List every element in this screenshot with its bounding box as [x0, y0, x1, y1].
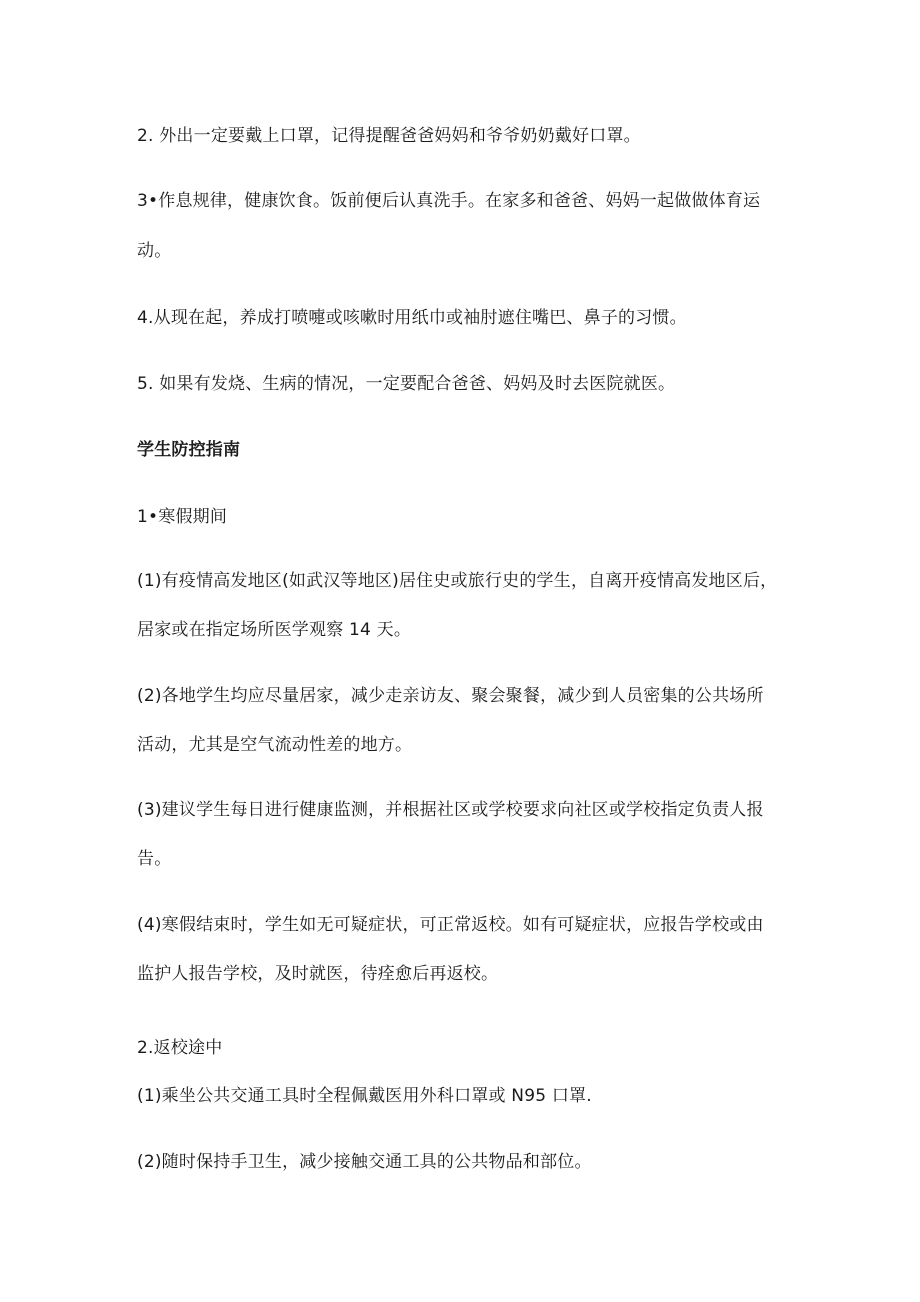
subsection-1-title: 1•寒假期间 — [137, 507, 228, 527]
item-1-4-text-continued: 监护人报告学校，及时就医，待痊愈后再返校。 — [137, 964, 499, 984]
item-1-3-text: (3)建议学生每日进行健康监测，并根据社区或学校要求向社区或学校指定负责人报 — [137, 800, 764, 820]
subsection-2-title: 2.返校途中 — [137, 1038, 223, 1058]
item-1-1-text: (1)有疫情高发地区(如武汉等地区)居住史或旅行史的学生，自离开疫情高发地区后， — [137, 571, 778, 591]
item-1-2-text-continued: 活动，尤其是空气流动性差的地方。 — [137, 735, 413, 755]
tip-5-text: 5. 如果有发烧、生病的情况，一定要配合爸爸、妈妈及时去医院就医。 — [137, 374, 676, 394]
tip-2-text: 2. 外出一定要戴上口罩，记得提醒爸爸妈妈和爷爷奶奶戴好口罩。 — [137, 126, 641, 146]
item-1-3-text-continued: 告。 — [137, 849, 172, 869]
item-1-4-text: (4)寒假结束时，学生如无可疑症状，可正常返校。如有可疑症状，应报告学校或由 — [137, 915, 764, 935]
item-1-1-text-continued: 居家或在指定场所医学观察 14 天。 — [137, 620, 412, 640]
tip-3-text: 3•作息规律，健康饮食。饭前便后认真洗手。在家多和爸爸、妈妈一起做做体育运 — [137, 191, 761, 211]
section-heading: 学生防控指南 — [137, 440, 241, 460]
tip-3-text-continued: 动。 — [137, 241, 172, 261]
item-2-1-text: (1)乘坐公共交通工具时全程佩戴医用外科口罩或 N95 口罩. — [137, 1086, 592, 1106]
item-1-2-text: (2)各地学生均应尽量居家，减少走亲访友、聚会聚餐，减少到人员密集的公共场所 — [137, 686, 764, 706]
item-2-2-text: (2)随时保持手卫生，减少接触交通工具的公共物品和部位。 — [137, 1152, 592, 1172]
tip-4-text: 4.从现在起，养成打喷嚏或咳嗽时用纸巾或袖肘遮住嘴巴、鼻子的习惯。 — [137, 308, 687, 328]
